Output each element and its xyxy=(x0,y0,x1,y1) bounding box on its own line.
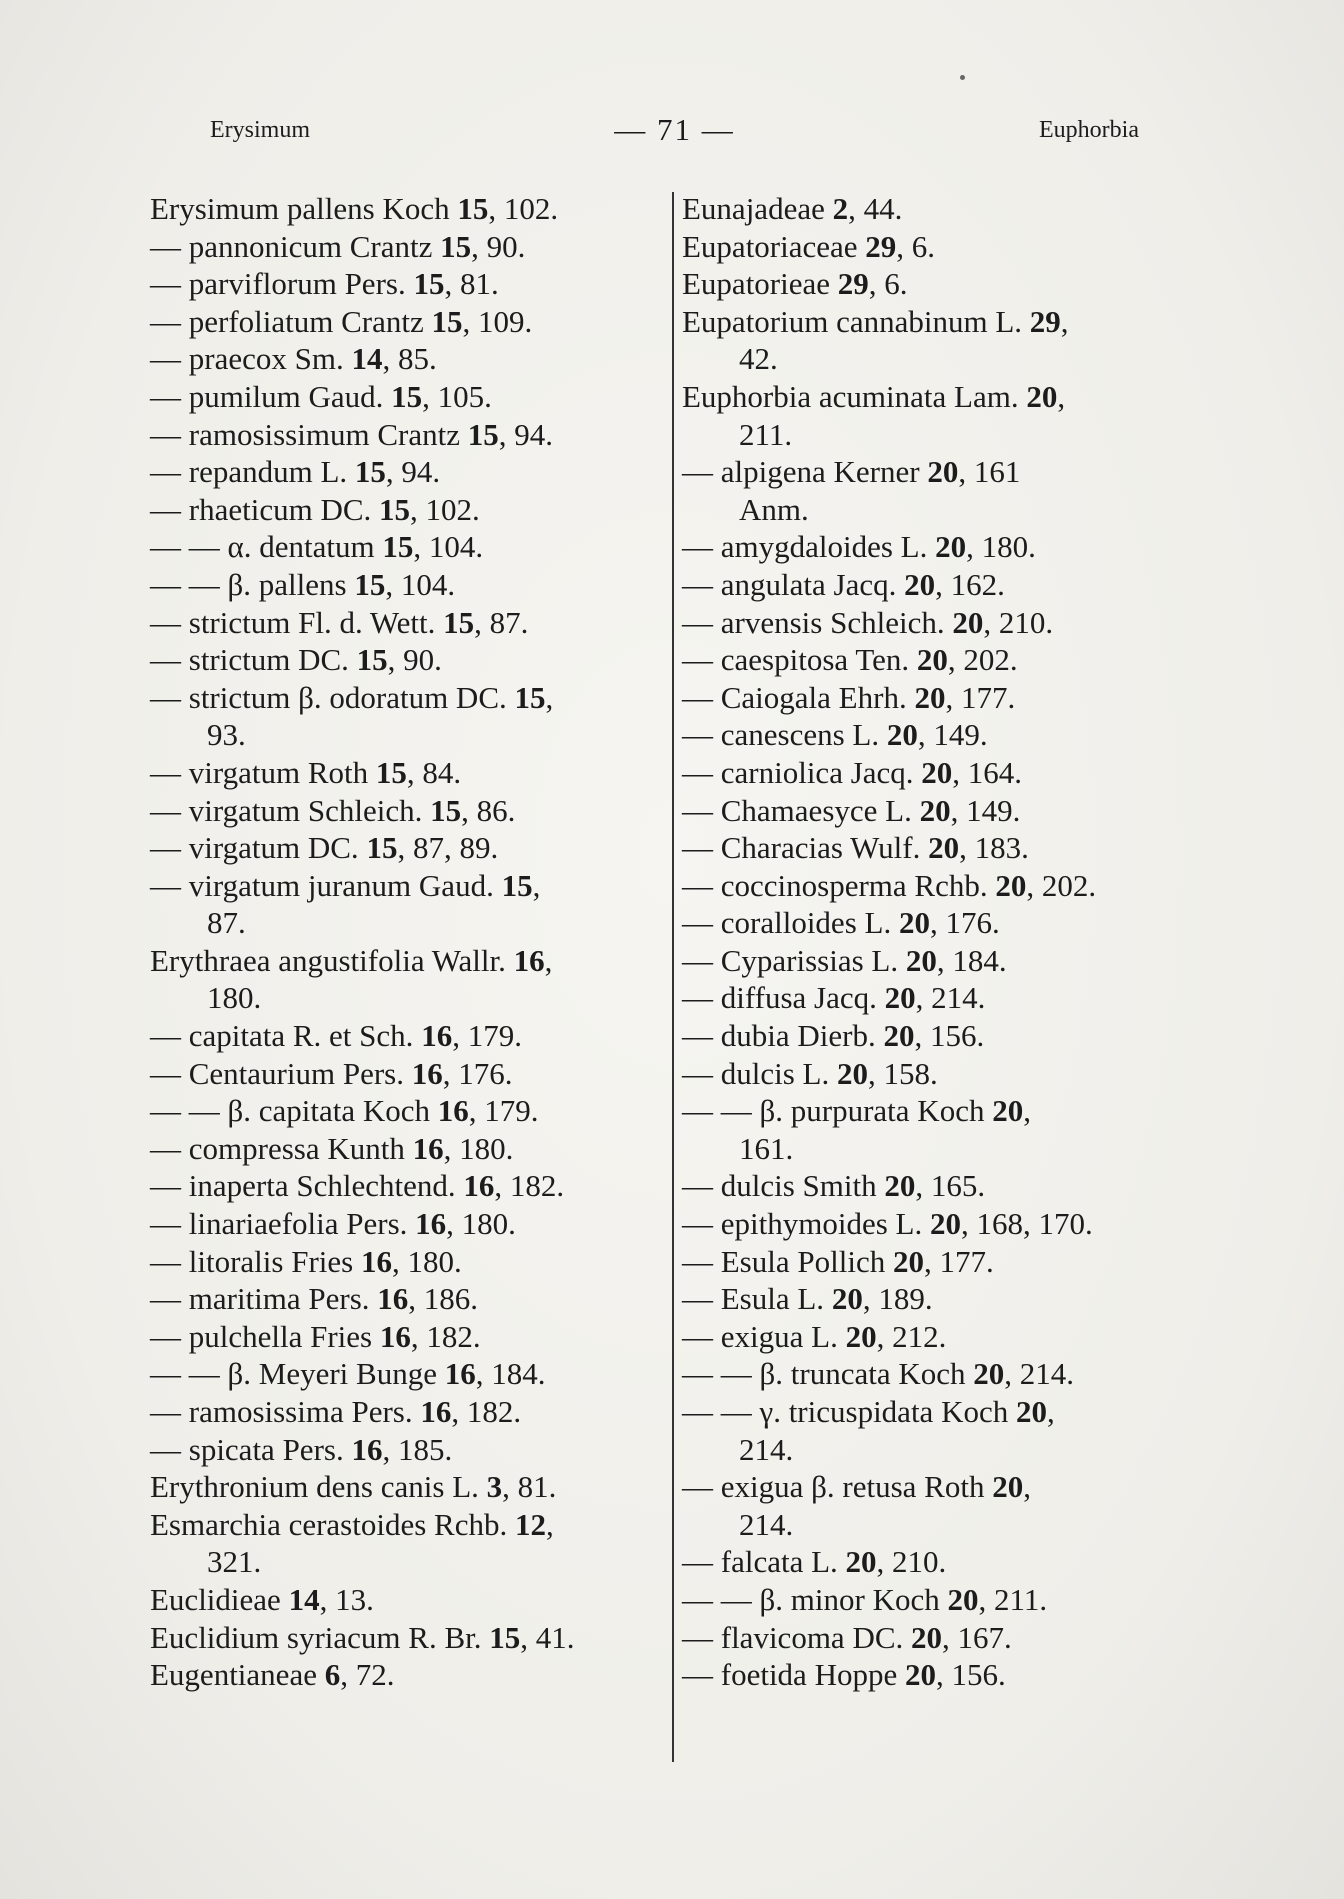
index-entry: — praecox Sm. 14, 85. xyxy=(150,341,437,377)
index-entry: — strictum DC. 15, 90. xyxy=(150,642,442,678)
index-entry: — — β. truncata Koch 20, 214. xyxy=(682,1356,1074,1392)
paper-speck xyxy=(960,75,965,80)
index-entry: Eugentianeae 6, 72. xyxy=(150,1657,395,1693)
index-entry: — carniolica Jacq. 20, 164. xyxy=(682,754,1023,790)
index-entry: — pulchella Fries 16, 182. xyxy=(150,1318,481,1354)
index-entry: 321. xyxy=(207,1544,262,1580)
index-entry: 87. xyxy=(207,905,246,941)
index-entry: — strictum Fl. d. Wett. 15, 87. xyxy=(150,604,529,640)
index-entry: — coccinosperma Rchb. 20, 202. xyxy=(682,867,1097,903)
index-entry: — maritima Pers. 16, 186. xyxy=(150,1281,479,1317)
index-entry: — Centaurium Pers. 16, 176. xyxy=(150,1055,513,1091)
index-entry: — rhaeticum DC. 15, 102. xyxy=(150,491,480,527)
index-entry: — virgatum DC. 15, 87, 89. xyxy=(150,830,499,866)
index-entry: — compressa Kunth 16, 180. xyxy=(150,1130,514,1166)
index-entry: — Characias Wulf. 20, 183. xyxy=(682,830,1029,866)
column-divider xyxy=(672,192,674,1762)
index-entry: — virgatum Roth 15, 84. xyxy=(150,754,462,790)
index-entry: — — γ. tricuspidata Koch 20, xyxy=(682,1394,1055,1429)
index-entry: — linariaefolia Pers. 16, 180. xyxy=(150,1206,516,1242)
index-entry: — alpigena Kerner 20, 161 xyxy=(682,454,1021,490)
index-entry: — exigua L. 20, 212. xyxy=(682,1318,947,1354)
index-entry: — repandum L. 15, 94. xyxy=(150,454,441,490)
index-entry: — Cyparissias L. 20, 184. xyxy=(682,942,1007,978)
index-entry: — foetida Hoppe 20, 156. xyxy=(682,1657,1006,1693)
index-entry: — — β. purpurata Koch 20, xyxy=(682,1093,1031,1129)
index-entry: — dulcis L. 20, 158. xyxy=(682,1055,938,1091)
index-entry: — flavicoma DC. 20, 167. xyxy=(682,1619,1012,1655)
index-entry: 214. xyxy=(739,1431,794,1467)
index-entry: — — β. capitata Koch 16, 179. xyxy=(150,1093,539,1129)
index-entry: — exigua β. retusa Roth 20, xyxy=(682,1469,1031,1505)
index-entry: 211. xyxy=(739,416,793,452)
index-entry: — parviflorum Pers. 15, 81. xyxy=(150,266,499,302)
index-entry: Eunajadeae 2, 44. xyxy=(682,191,903,226)
index-entry: — canescens L. 20, 149. xyxy=(682,717,988,753)
index-entry: — Caiogala Ehrh. 20, 177. xyxy=(682,679,1016,715)
page-number: — 71 — xyxy=(614,112,735,147)
index-entry: Anm. xyxy=(739,491,809,527)
index-entry: — — α. dentatum 15, 104. xyxy=(150,529,484,565)
index-entry: Erythronium dens canis L. 3, 81. xyxy=(150,1469,557,1505)
index-entry: — — β. Meyeri Bunge 16, 184. xyxy=(150,1356,546,1392)
index-entry: Euphorbia acuminata Lam. 20, xyxy=(682,378,1066,414)
index-entry: — spicata Pers. 16, 185. xyxy=(150,1431,453,1467)
index-entry: 214. xyxy=(739,1506,794,1542)
index-entry: — virgatum Schleich. 15, 86. xyxy=(150,792,516,828)
index-entry: — arvensis Schleich. 20, 210. xyxy=(682,604,1054,640)
index-entry: Euclidium syriacum R. Br. 15, 41. xyxy=(150,1619,575,1655)
index-entry: Eupatorieae 29, 6. xyxy=(682,266,908,302)
index-column-right xyxy=(682,190,1202,1694)
index-entry: — falcata L. 20, 210. xyxy=(682,1544,947,1580)
header-left-keyword: Erysimum xyxy=(210,116,310,143)
index-entry: — — β. pallens 15, 104. xyxy=(150,566,456,602)
index-entry: — litoralis Fries 16, 180. xyxy=(150,1243,462,1279)
index-entry: — — β. minor Koch 20, 211. xyxy=(682,1581,1048,1617)
index-entry: — ramosissima Pers. 16, 182. xyxy=(150,1394,522,1429)
index-entry: — virgatum juranum Gaud. 15, xyxy=(150,867,541,903)
index-entry: 93. xyxy=(207,717,246,753)
index-column-left xyxy=(150,190,665,1694)
index-entry: — caespitosa Ten. 20, 202. xyxy=(682,642,1018,678)
index-entry: Euclidieae 14, 13. xyxy=(150,1581,374,1617)
index-entry: — coralloides L. 20, 176. xyxy=(682,905,1000,941)
index-entry: — pannonicum Crantz 15, 90. xyxy=(150,228,526,264)
index-entry: 161. xyxy=(739,1130,794,1166)
header-right-keyword: Euphorbia xyxy=(1039,116,1139,143)
index-entry: — epithymoides L. 20, 168, 170. xyxy=(682,1206,1093,1242)
index-entry: — ramosissimum Crantz 15, 94. xyxy=(150,416,553,452)
index-entry: — pumilum Gaud. 15, 105. xyxy=(150,378,492,414)
index-entry: — diffusa Jacq. 20, 214. xyxy=(682,980,986,1016)
index-entry: — strictum β. odoratum DC. 15, xyxy=(150,679,554,715)
index-entry: — Esula L. 20, 189. xyxy=(682,1281,933,1317)
index-entry: — inaperta Schlechtend. 16, 182. xyxy=(150,1168,565,1204)
index-entry: 42. xyxy=(739,341,778,377)
index-entry: — dubia Dierb. 20, 156. xyxy=(682,1018,985,1054)
index-entry: — Esula Pollich 20, 177. xyxy=(682,1243,994,1279)
index-entry: 180. xyxy=(207,980,262,1016)
index-entry: — amygdaloides L. 20, 180. xyxy=(682,529,1036,565)
index-entry: Eupatorium cannabinum L. 29, xyxy=(682,303,1069,339)
index-entry: Erysimum pallens Koch 15, 102. xyxy=(150,191,559,226)
index-entry: — Chamaesyce L. 20, 149. xyxy=(682,792,1021,828)
index-entry: Eupatoriaceae 29, 6. xyxy=(682,228,936,264)
index-entry: — perfoliatum Crantz 15, 109. xyxy=(150,303,533,339)
running-header xyxy=(210,110,1139,150)
index-entry: — angulata Jacq. 20, 162. xyxy=(682,566,1005,602)
index-entry: — dulcis Smith 20, 165. xyxy=(682,1168,986,1204)
index-entry: Esmarchia cerastoides Rchb. 12, xyxy=(150,1506,554,1542)
index-entry: — capitata R. et Sch. 16, 179. xyxy=(150,1018,522,1054)
index-entry: Erythraea angustifolia Wallr. 16, xyxy=(150,942,553,978)
